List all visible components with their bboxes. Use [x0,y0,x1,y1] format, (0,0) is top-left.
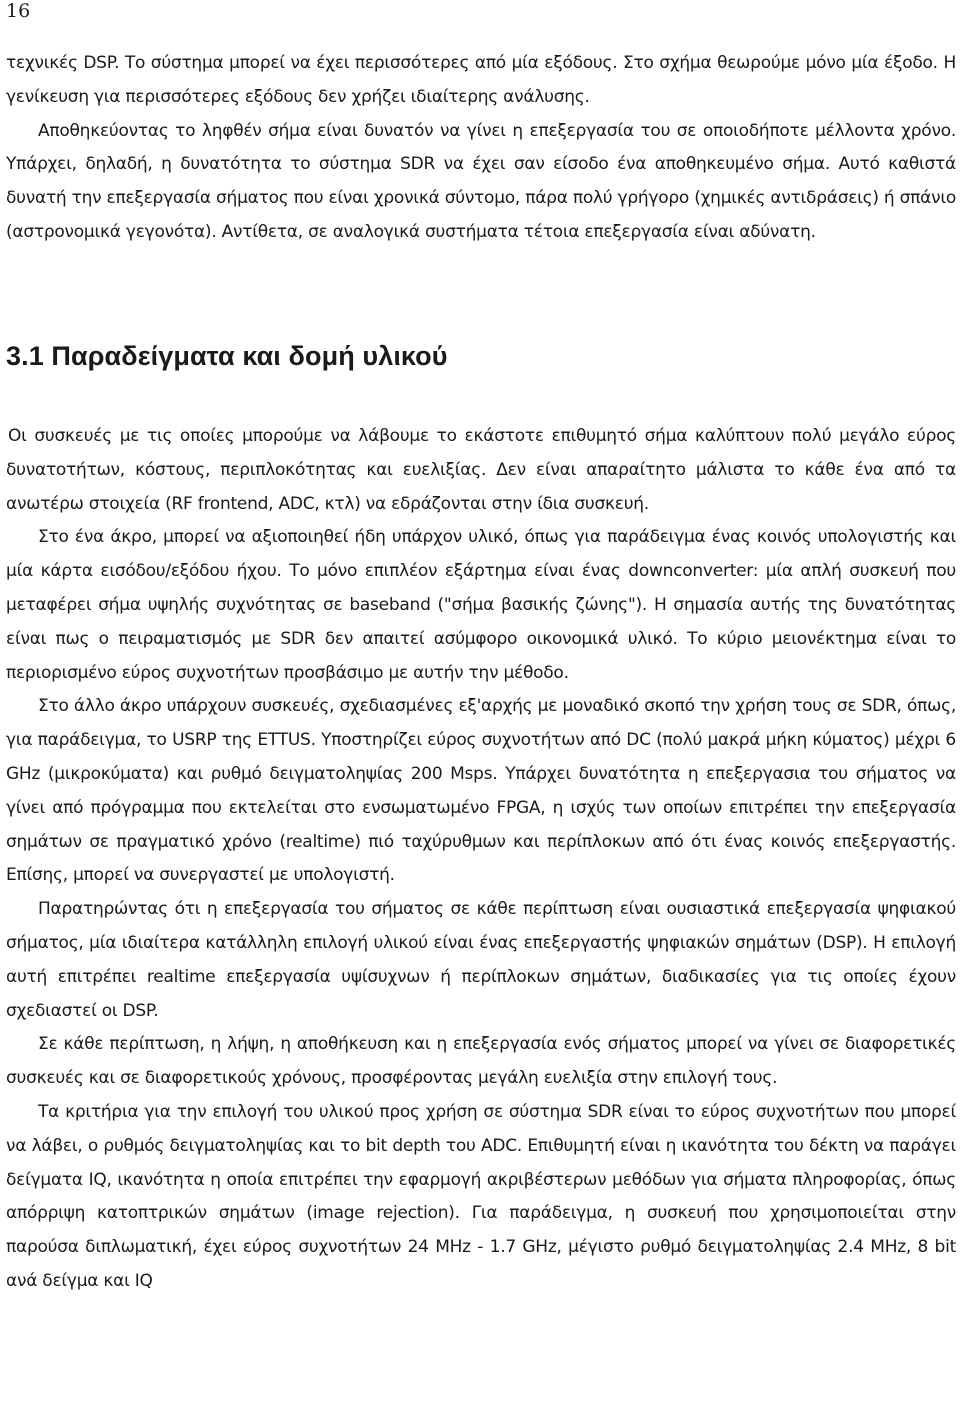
paragraph-storage: Αποθηκεύοντας το ληφθέν σήμα είναι δυνατόν να γίνει η επεξεργασία του σε οποιοδήποτε μέλλοντα χρόνο. Υπάρχει, δηλαδή, η δυνατότητα το σύστημα SDR να έχει σαν είσοδο ένα αποθηκευμένο σήμα. Αυτό καθιστά δυνατή την επεξεργασία σήματος που είναι χρονικά σύντομο, πάρα πολύ γρήγορο (χημικές αντιδράσεις) ή σπάνιο (αστρονομικά γεγονότα). Αντίθετα, σε αναλογικά συστήματα τέτοια επεξεργασία είναι αδύνατη. [6,120,956,242]
paragraph-low-end: Στο ένα άκρο, μπορεί να αξιοποιηθεί ήδη υπάρχον υλικό, όπως για παράδειγμα ένας κοινός υπολογιστής και μία κάρτα εισόδου/εξόδου ήχου. Το μόνο επιπλέον εξάρτημα είναι ένας downconverter: μία απλή συσκευή που μεταφέρει σήμα υψηλής συχνότητας σε baseband ("σήμα βασικής ζώνης"). Η σημασία αυτής της δυνατότητας είναι πως ο πειραματισμός με SDR δεν απαιτεί ασύμφορο οικονομικά υλικό. Το κύριο μειονέκτημα είναι το περιορισμένο εύρος συχνοτήτων προσβάσιμο με αυτήν την μέθοδο. [6,527,956,683]
paragraph-dsp: Παρατηρώντας ότι η επεξεργασία του σήματος σε κάθε περίπτωση είναι ουσιαστικά επεξεργασία ψηφιακού σήματος, μία ιδιαίτερα κατάλληλη επιλογή υλικού είναι ένας επεξεργαστής ψηφιακών σημάτων (DSP). Η επιλογή αυτή επιτρέπει realtime επεξεργασία υψίσυχνων ή περίπλοκων σημάτων, διαδικασίες για τις οποίες έχουν σχεδιαστεί οι DSP. [6,899,956,1021]
page-number: 16 [6,0,31,22]
section-text-block [6,420,956,1299]
intro-text-block [6,47,956,250]
paragraph-high-end: Στο άλλο άκρο υπάρχουν συσκευές, σχεδιασμένες εξ'αρχής με μοναδικό σκοπό την χρήση τους σε SDR, όπως, για παράδειγμα, το USRP της ETTUS. Υποστηρίζει εύρος συχνοτήτων από DC (πολύ μακρά μήκη κύματος) μέχρι 6 GHz (μικροκύματα) και ρυθμό δειγματοληψίας 200 Msps. Υπάρχει δυνατότητα η επεξεργασια του σήματος να γίνει από πρόγραμμα που εκτελείται στο ενσωματωμένο FPGA, η ισχύς των οποίων επιτρέπει την επεξεργασία σημάτων σε πραγματικό χρόνο (realtime) πιό ταχύρυθμων και περίπλοκων από ότι ένας κοινός επεξεργαστής. Επίσης, μπορεί να συνεργαστεί με υπολογιστή. [6,696,956,886]
section-heading: 3.1 Παραδείγματα και δομή υλικού [6,341,448,371]
paragraph-continuation: τεχνικές DSP. Το σύστημα μπορεί να έχει περισσότερες από μία εξόδους. Στο σχήμα θεωρούμε μόνο μία έξοδο. Η γενίκευση για περισσότερες εξόδους δεν χρήζει ιδιαίτερης ανάλυσης. [6,53,956,107]
paragraph-flexibility: Σε κάθε περίπτωση, η λήψη, η αποθήκευση και η επεξεργασία ενός σήματος μπορεί να γίνει σε διαφορετικές συσκευές και σε διαφορετικούς χρόνους, προσφέροντας μεγάλη ευελιξία στην επιλογή τους. [6,1034,956,1089]
paragraph-criteria: Τα κριτήρια για την επιλογή του υλικού προς χρήση σε σύστημα SDR είναι το εύρος συχνοτήτων που μπορεί να λάβει, ο ρυθμός δειγματοληψίας και το bit depth του ADC. Επιθυμητή είναι η ικανότητα του δέκτη να παράγει δείγματα IQ, ικανότητα η οποία επιτρέπει την εφαρμογή ακριβέστερων μεθόδων για σήματα πληροφορίας, όπως απόρριψη κατοπτρικών σημάτων (image rejection). Για παράδειγμα, η συσκευή που χρησιμοποιείται στην παρούσα διπλωματική, έχει εύρος συχνοτήτων 24 MHz - 1.7 GHz, μέγιστο ρυθμό δειγματοληψίας 2.4 MHz, 8 bit ανά δείγμα και IQ [6,1101,956,1291]
paragraph-devices-range: Οι συσκευές με τις οποίες μπορούμε να λάβουμε το εκάστοτε επιθυμητό σήμα καλύπτουν πολύ μεγάλο εύρος δυνατοτήτων, κόστους, περιπλοκότητας και ευελιξίας. Δεν είναι απαραίτητο μάλιστα το κάθε ένα από τα ανωτέρω στοιχεία (RF frontend, ADC, κτλ) να εδράζονται στην ίδια συσκευή. [6,426,956,514]
